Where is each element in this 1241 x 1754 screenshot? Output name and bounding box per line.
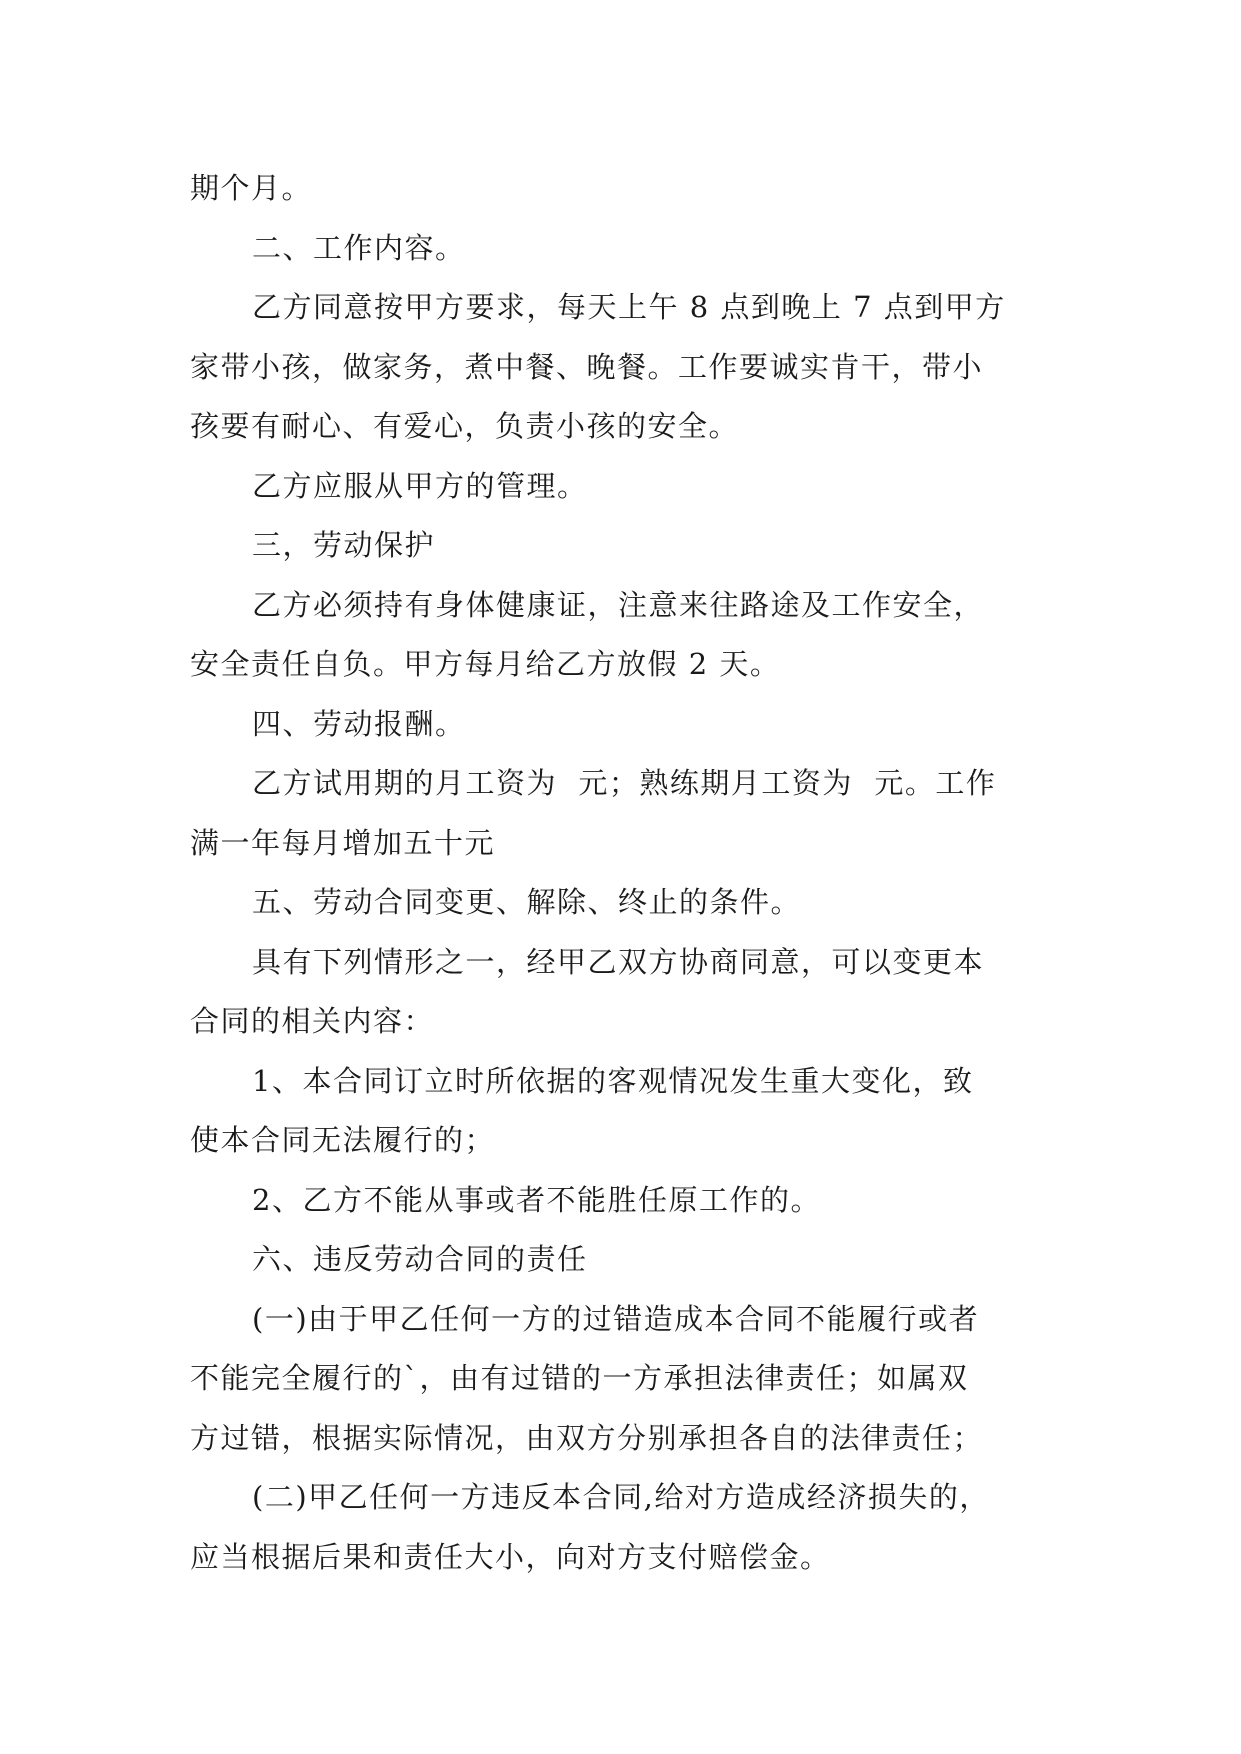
text-line: 不能完全履行的`，由有过错的一方承担法律责任；如属双: [190, 1361, 969, 1395]
section-heading-liability: 六、违反劳动合同的责任: [252, 1242, 588, 1276]
text-line: 乙方必须持有身体健康证，注意来往路途及工作安全，: [252, 587, 985, 622]
list-item: (二)甲乙任何一方违反本合同,给对方造成经济损失的，: [252, 1480, 990, 1514]
list-item: 2、乙方不能从事或者不能胜任原工作的。: [252, 1182, 821, 1217]
text-line: 满一年每月增加五十元: [190, 825, 496, 860]
text-line: 乙方同意按甲方要求，每天上午 8 点到晚上 7 点到甲方: [252, 290, 1006, 324]
text-line: 孩要有耐心、有爱心，负责小孩的安全。: [190, 409, 740, 443]
text-line: 安全责任自负。甲方每月给乙方放假 2 天。: [190, 647, 781, 681]
text-line: 具有下列情形之一，经甲乙双方协商同意，可以变更本: [252, 944, 985, 979]
text-line: 家带小孩，做家务，煮中餐、晚餐。工作要诚实肯干，带小: [190, 349, 984, 384]
contract-text: [190, 159, 1060, 1587]
section-heading-labor-protection: 三，劳动保护: [252, 528, 436, 562]
text-line: 方过错，根据实际情况，由双方分别承担各自的法律责任；: [190, 1420, 984, 1455]
text-line: 使本合同无法履行的；: [190, 1123, 496, 1157]
section-heading-work-content: 二、工作内容。: [252, 230, 466, 265]
text-line: 应当根据后果和责任大小，向对方支付赔偿金。: [190, 1539, 831, 1574]
text-line: 乙方试用期的月工资为 元；熟练期月工资为 元。工作: [252, 766, 997, 800]
section-heading-remuneration: 四、劳动报酬。: [252, 706, 466, 741]
section-heading-contract-change: 五、劳动合同变更、解除、终止的条件。: [252, 885, 802, 919]
list-item: (一)由于甲乙任何一方的过错造成本合同不能履行或者: [252, 1301, 980, 1336]
text-line: 乙方应服从甲方的管理。: [252, 468, 588, 503]
list-item: 1、本合同订立时所依据的客观情况发生重大变化，致: [252, 1063, 974, 1098]
text-line: 合同的相关内容：: [190, 1004, 435, 1038]
text-line: 期个月。: [190, 171, 313, 205]
